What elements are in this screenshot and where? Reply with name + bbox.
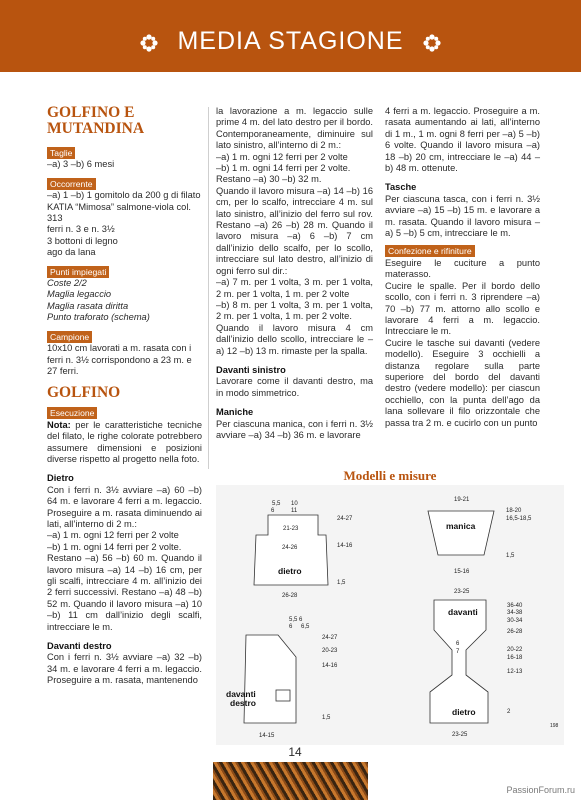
watermark: PassionForum.ru (506, 785, 575, 795)
measure-label: 24-26 (282, 545, 298, 551)
davanti-destro-label: destro (230, 698, 256, 708)
confezione-label: Confezione e rifiniture (385, 245, 475, 257)
taglie-label: Taglie (47, 147, 75, 159)
measure-label: 30-34 (507, 618, 523, 624)
text-paragraph: Quando il lavoro misura –a) 14 –b) 16 cm, per lo scalfo, intrecciare 4 m. sul lato sinistro, all’inizio del ferro sul rov. Restano –a) 26 –b) 28 m. Quando il lavoro misura –a) 6 –b) 7 cm dall’inizio dello scalfo, per lo scollo, intrecciare sul lato destro, all’inizio di ogni ferro sul dir.: (216, 185, 373, 276)
pattern-title: GOLFINO E MUTANDINA (47, 104, 145, 137)
models-title: Modelli e misure (343, 468, 437, 483)
measure-label: 23-25 (454, 589, 470, 595)
measure-label: 21-23 (283, 526, 299, 532)
text-paragraph: –a) 7 m. per 1 volta, 3 m. per 1 volta, 2 m. per 1 volta, 1 m. per 2 volte (216, 277, 373, 299)
measure-label: 24-27 (322, 635, 338, 641)
punti-line: Maglia legaccio (47, 289, 112, 300)
models-diagram-box (216, 485, 564, 745)
dietro-line: –a) 1 m. ogni 12 ferri per 2 volte (47, 530, 179, 541)
text-paragraph: 4 ferri a m. legaccio. Proseguire a m. rasata aumentando ai lati, all’interno di 1 m., 1 m. ogni 8 ferri per –a) 5 –b) 6 volte. Quando il lavoro misura –a) 18 –b) 20 cm, intrecciare le –a) 44 –b) 48 m. ottenute. (385, 106, 540, 174)
measure-label: 14-16 (337, 543, 353, 549)
nota-text: per le caratteristiche tecniche del filato, le righe colorate potrebbero assumere dimensioni e posizioni diverse rispetto al progetto nella foto. (47, 419, 202, 464)
campione-label: Campione (47, 331, 92, 343)
measure-label: 24-27 (337, 516, 353, 522)
measure-label: 6 (289, 624, 293, 630)
mutandina-shape (430, 600, 488, 723)
measure-label: 1,5 (337, 580, 346, 586)
measure-label: 12-13 (507, 669, 523, 675)
occorrente-line: 3 bottoni di legno (47, 235, 118, 246)
measure-label: 16-18 (507, 655, 523, 661)
measure-label: 18-20 (506, 508, 522, 514)
measure-label: 1,5 (322, 715, 331, 721)
punti-line: Maglia rasata diritta (47, 300, 129, 311)
measure-label: 6 (299, 617, 303, 623)
text-line: –b) 1 m. ogni 14 ferri per 2 volte. (216, 163, 351, 174)
davanti-sinistro-title: Davanti sinistro (216, 364, 286, 375)
punti-label: Punti impiegati (47, 266, 109, 278)
section-title: MEDIA STAGIONE (177, 27, 404, 55)
measure-label: 20-23 (322, 648, 338, 654)
davanti-destro-shape (244, 635, 296, 723)
measure-label: 19-21 (454, 497, 470, 503)
column-3 (385, 106, 540, 429)
davanti-destro-title: Davanti destro (47, 641, 112, 652)
column-2 (216, 106, 373, 441)
taglie-text: –a) 3 –b) 6 mesi (47, 159, 115, 170)
dietro-text-2: Restano –a) 56 –b) 60 m. Quando il lavoro misura –a) 14 –b) 16 cm, per gli scalfi, intrecciare 4 m. all’inizio dei 2 ferri successivi. Restano –a) 48 –b) 52 m. Quando il lavoro misura –a) 10 –b) 11 cm dall’inizio degli scalfi, intrecciare le m. (47, 553, 202, 632)
column-1 (47, 105, 202, 687)
page-number: 14 (288, 745, 302, 759)
davanti-destro-label: davanti (226, 689, 256, 699)
mutandina-davanti-label: davanti (448, 607, 478, 617)
golfino-title: GOLFINO (47, 384, 121, 402)
text-paragraph: Cucire le tasche sui davanti (vedere modello). Eseguire 3 occhielli a distanza regolare sulla parte superiore del bordo del davanti destro (vedere modello): per ciascun occhiello, con la punta dell’ago da lana sollevare il filo orizzontale che passa tra 2 m. e cucirlo con un punto (385, 337, 540, 428)
measure-label: 6 (271, 508, 275, 514)
measure-label: 11 (291, 508, 298, 514)
punti-line: Punto traforato (schema) (47, 312, 150, 323)
measure-label: 5,5 (272, 501, 281, 507)
dietro-line: –b) 1 m. ogni 14 ferri per 2 volte. (47, 541, 182, 552)
manica-shape (428, 511, 494, 555)
schematics-diagram (216, 485, 564, 745)
occorrente-line: ferri n. 3 e n. 3½ (47, 224, 115, 235)
measure-label: 16,5-18,5 (506, 516, 532, 522)
measure-label: 1,5 (506, 553, 515, 559)
text-paragraph: –b) 8 m. per 1 volta, 3 m. per 1 volta, 2 m. per 1 volta, 1 m. per 2 volte. (216, 299, 373, 322)
davanti-sinistro-text: Lavorare come il davanti destro, ma in modo simmetrico. (216, 376, 373, 398)
punti-line: Coste 2/2 (47, 278, 87, 289)
tasche-text: Per ciascuna tasca, con i ferri n. 3½ avviare –a) 15 –b) 15 m. e lavorare a m. rasata. Quando il lavoro misura –a) 5 –b) 5 cm, intrecciare le m. (385, 193, 540, 239)
column-divider (208, 107, 209, 469)
text-paragraph: Quando il lavoro misura 4 cm dall’inizio dello scollo, intrecciare le –a) 12 –b) 13 m. rimaste per la spalla. (216, 322, 373, 356)
flower-ornament-icon (423, 34, 441, 52)
dietro-label: dietro (278, 566, 302, 576)
text-paragraph: Cucire le spalle. Per il bordo dello scollo, con i ferri n. 3 riprendere –a) 70 –b) 77 m. attorno allo scollo e lavorare 4 ferri a m. legaccio. Intrecciare le m. (385, 280, 540, 337)
text-line: –a) 1 m. ogni 12 ferri per 2 volte (216, 151, 348, 162)
esecuzione-label: Esecuzione (47, 407, 97, 419)
measure-label: 7 (456, 649, 460, 655)
dietro-title: Dietro (47, 473, 74, 484)
dietro-text: Con i ferri n. 3½ avviare –a) 60 –b) 64 m. e lavorare 4 ferri a m. legaccio. Proseguire a m. rasata diminuendo ai lati, all’interno di 2 m.: (47, 484, 202, 529)
measure-label: 23-25 (452, 732, 468, 738)
measure-label: 10 (291, 501, 298, 507)
measure-label: 5,5 (289, 617, 298, 623)
measure-label: 14-16 (322, 663, 338, 669)
knit-texture-strip (213, 762, 368, 800)
measure-label: 26-28 (282, 593, 298, 599)
text-paragraph: Eseguire le cuciture a punto materasso. (385, 257, 540, 280)
measure-label: 14-15 (259, 733, 275, 739)
measure-label: 2 (507, 709, 511, 715)
text-line: Restano –a) 30 –b) 32 m. (216, 174, 322, 185)
measure-label: 15-16 (454, 569, 470, 575)
measure-label: 20-22 (507, 647, 523, 653)
occorrente-line: –a) 1 –b) 1 gomitolo da 200 g di filato KATIA “Mimosa” salmone-viola col. 313 (47, 190, 201, 224)
manica-label: manica (446, 521, 476, 531)
header-bar (0, 0, 581, 72)
measure-label: 26-28 (507, 629, 523, 635)
maniche-title: Maniche (216, 407, 254, 418)
small-code: 198 (550, 723, 559, 729)
measure-label: 6 (456, 641, 460, 647)
campione-text: 10x10 cm lavorati a m. rasata con i ferri n. 3½ corrispondono a 23 m. e 27 ferri. (47, 343, 192, 376)
davanti-destro-text: Con i ferri n. 3½ avviare –a) 32 –b) 34 m. e lavorare 4 ferri a m. legaccio. Proseguire a m. rasata, mantenendo (47, 652, 202, 686)
occorrente-line: ago da lana (47, 247, 96, 258)
measure-label: 6,5 (301, 624, 310, 630)
mutandina-dietro-label: dietro (452, 707, 476, 717)
text-paragraph: la lavorazione a m. legaccio sulle prime 4 m. del lato destro per il bordo. Contemporaneamente, diminuire sul lato sinistro, all’interno di 2 m.: (216, 106, 373, 151)
maniche-text: Per ciascuna manica, con i ferri n. 3½ avviare –a) 34 –b) 36 m. e lavorare (216, 418, 373, 440)
measure-label: 34-38 (507, 610, 523, 616)
measure-label: 36-40 (507, 603, 523, 609)
nota-label: Nota: (47, 419, 71, 430)
tasche-title: Tasche (385, 182, 417, 193)
occorrente-label: Occorrente (47, 178, 96, 190)
